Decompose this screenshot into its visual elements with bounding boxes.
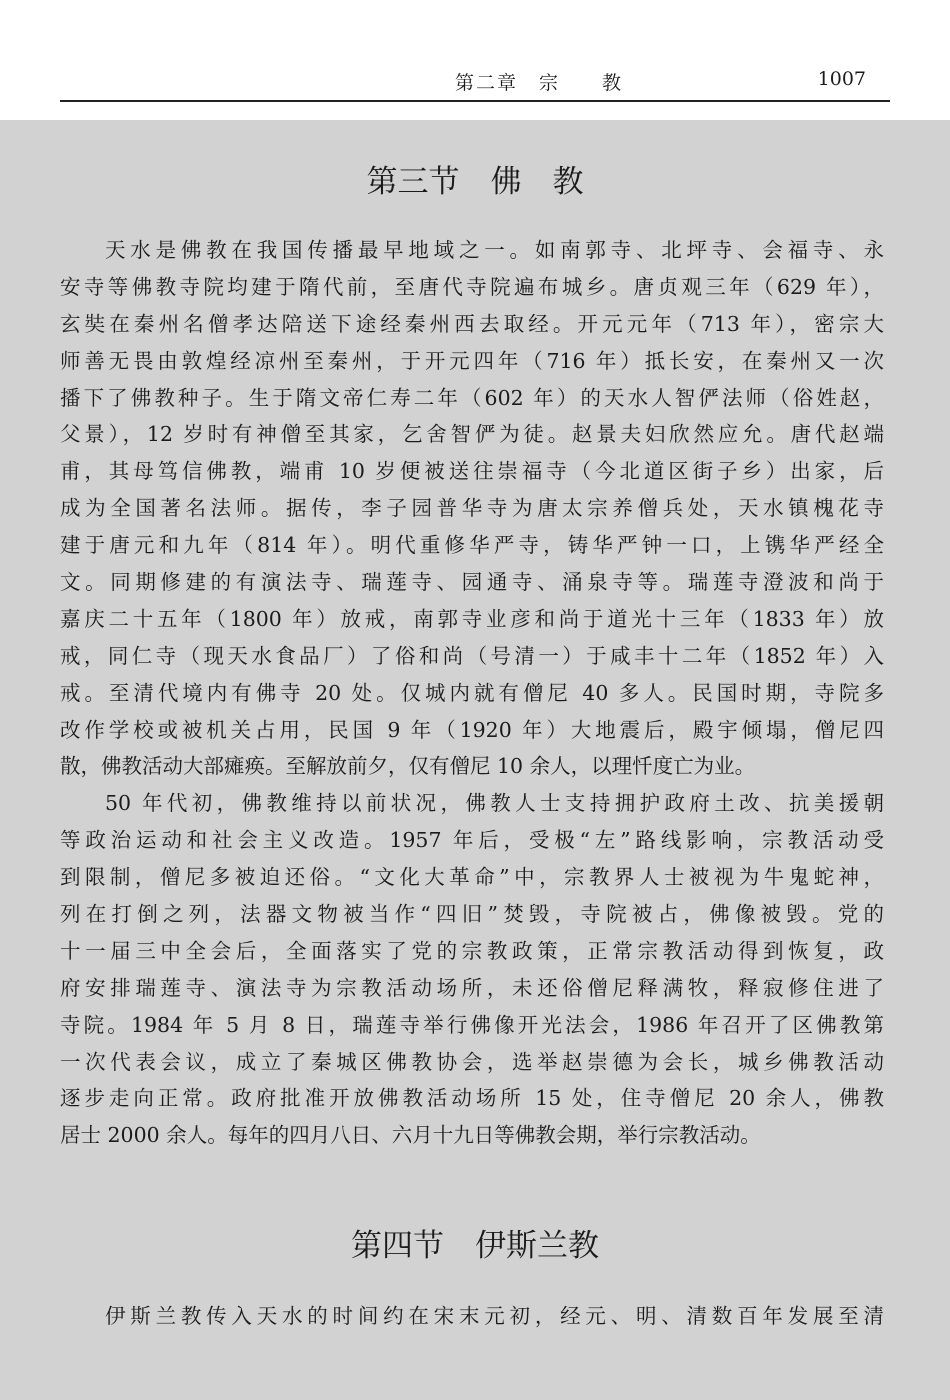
text-line: 嘉庆二十五年（1800 年）放戒，南郭寺业彦和尚于道光十三年（1833 年）放 <box>60 606 884 631</box>
chapter-title: 第二章 宗 教 <box>455 72 624 94</box>
text-line: 安寺等佛教寺院均建于隋代前，至唐代寺院遍布城乡。唐贞观三年（629 年）， <box>60 274 884 299</box>
text-line: 50 年代初，佛教维持以前状况，佛教人士支持拥护政府土改、抗美援朝 <box>105 791 884 816</box>
section-title-islam: 第四节 伊斯兰教 <box>351 1228 599 1264</box>
text-line: 戒，同仁寺（现天水食品厂）了俗和尚（号清一）于咸丰十二年（1852 年）入 <box>60 643 884 668</box>
text-line: 文。同期修建的有演法寺、瑞莲寺、园通寺、涌泉寺等。瑞莲寺澄波和尚于 <box>60 570 884 595</box>
text-line: 居士 2000 余人。每年的四月八日、六月十九日等佛教会期，举行宗教活动。 <box>60 1123 761 1148</box>
text-line: 师善无畏由敦煌经凉州至秦州，于开元四年（716 年）抵长安，在秦州又一次 <box>60 348 884 373</box>
text-line: 到限制，僧尼多被迫还俗。“文化大革命”中，宗教界人士被视为牛鬼蛇神， <box>60 865 884 890</box>
section-body-islam <box>60 1298 884 1335</box>
page-number: 1007 <box>817 68 866 90</box>
text-line: 一次代表会议，成立了秦城区佛教协会，选举赵崇德为会长，城乡佛教活动 <box>60 1049 884 1074</box>
section-title-buddhism: 第三节 佛 教 <box>366 164 584 200</box>
text-line: 府安排瑞莲寺、演法寺为宗教活动场所，未还俗僧尼释满牧，释寂修住进了 <box>60 975 884 1000</box>
text-line: 甫，其母笃信佛教，端甫 10 岁便被送往崇福寺（今北道区街子乡）出家，后 <box>60 459 884 484</box>
text-line: 改作学校或被机关占用，民国 9 年（1920 年）大地震后，殿宇倾塌，僧尼四 <box>60 717 884 742</box>
text-line: 父景），12 岁时有神僧至其家，乞舍智俨为徒。赵景夫妇欣然应允。唐代赵端 <box>60 422 884 447</box>
text-line: 成为全国著名法师。据传，李子园普华寺为唐太宗养僧兵处，天水镇槐花寺 <box>60 496 884 521</box>
page-content <box>0 120 950 1400</box>
section-body-buddhism <box>60 232 884 1154</box>
text-line: 伊斯兰教传入天水的时间约在宋末元初，经元、明、清数百年发展至清 <box>105 1304 884 1328</box>
running-header <box>60 62 890 102</box>
text-line: 戒。至清代境内有佛寺 20 处。仅城内就有僧尼 40 多人。民国时期，寺院多 <box>60 680 884 705</box>
text-line: 玄奘在秦州名僧孝达陪送下途经秦州西去取经。开元元年（713 年），密宗大 <box>60 311 884 336</box>
text-line: 播下了佛教种子。生于隋文帝仁寿二年（602 年）的天水人智俨法师（俗姓赵， <box>60 385 884 410</box>
text-line: 逐步走向正常。政府批准开放佛教活动场所 15 处，住寺僧尼 20 余人，佛教 <box>60 1086 884 1111</box>
text-line: 寺院。1984 年 5 月 8 日，瑞莲寺举行佛像开光法会，1986 年召开了区佛教第 <box>60 1012 884 1037</box>
text-line: 十一届三中全会后，全面落实了党的宗教政策，正常宗教活动得到恢复，政 <box>60 938 884 963</box>
text-line: 列在打倒之列，法器文物被当作“四旧”焚毁，寺院被占，佛像被毁。党的 <box>60 902 884 927</box>
text-line: 天水是佛教在我国传播最早地域之一。如南郭寺、北坪寺、会福寺、永 <box>105 238 884 262</box>
text-line: 散，佛教活动大部瘫痪。至解放前夕，仅有僧尼 10 余人，以理忏度亡为业。 <box>60 754 756 779</box>
text-line: 等政治运动和社会主义改造。1957 年后，受极“左”路线影响，宗教活动受 <box>60 828 884 853</box>
text-line: 建于唐元和九年（814 年）。明代重修华严寺，铸华严钟一口，上镌华严经全 <box>60 533 884 558</box>
